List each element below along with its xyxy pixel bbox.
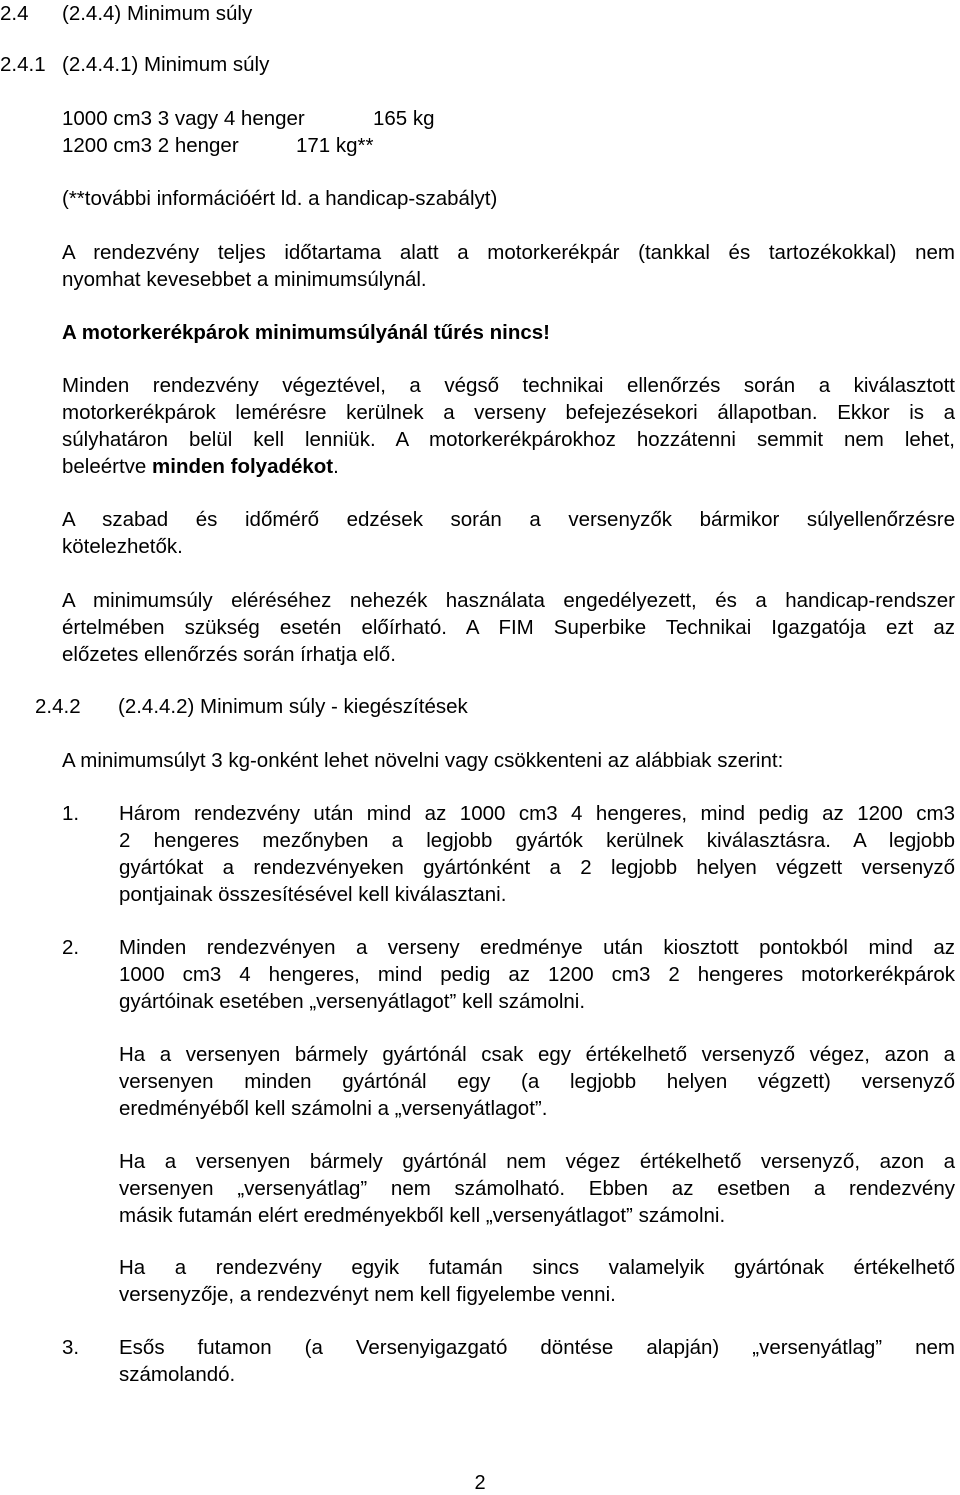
paragraph-line — [62, 457, 339, 478]
paragraph-line: kötelezhetők. — [62, 535, 183, 558]
paragraph-line: A rendezvény teljes időtartama alatt a motorkerékpár (tankkal és tartozékokkal) nem — [62, 241, 955, 264]
list-item-line: Ha a versenyen bármely gyártónál csak egy értékelhető versenyző végez, azon a — [119, 1043, 955, 1066]
list-item-line: eredményéből kell számolni a „versenyátlagot”. — [119, 1097, 548, 1120]
list-item-line: Ha a versenyen bármely gyártónál nem végez értékelhető versenyző, azon a — [119, 1150, 955, 1173]
list-item-number: 1. — [62, 802, 80, 825]
weight-value-2: 171 kg** — [296, 134, 374, 157]
footnote: (**további információért ld. a handicap-szabályt) — [62, 187, 498, 210]
paragraph-line: Minden rendezvény végeztével, a végső technikai ellenőrzés során a kiválasztott — [62, 374, 955, 397]
weight-engine-2: 1200 cm3 2 henger — [62, 134, 239, 157]
paragraph-line: motorkerékpárok lemérésre kerülnek a verseny befejezésekori állapotban. Ekkor is a — [62, 401, 955, 424]
list-item-line: pontjainak összesítésével kell kiválasztani. — [119, 883, 507, 906]
list-item-number: 3. — [62, 1336, 80, 1359]
list-item-line: Esős futamon (a Versenyigazgató döntése alapján) „versenyátlag” nem — [119, 1336, 955, 1359]
paragraph-line: értelmében szükség esetén előírható. A FIM Superbike Technikai Igazgatója ezt az — [62, 616, 955, 639]
list-item-line: 1000 cm3 4 hengeres, mind pedig az 1200 cm3 2 hengeres motorkerékpárok — [119, 963, 955, 986]
paragraph-line: előzetes ellenőrzés során írhatja elő. — [62, 643, 396, 666]
subsection-title: (2.4.4.2) Minimum súly - kiegészítések — [118, 695, 468, 718]
list-item-line: Minden rendezvényen a verseny eredménye után kiosztott pontokból mind az — [119, 936, 955, 959]
bold-notice: A motorkerékpárok minimumsúlyánál tűrés nincs! — [62, 321, 550, 344]
paragraph-line: nyomhat kevesebbet a minimumsúlynál. — [62, 268, 427, 291]
paragraph-line: A szabad és időmérő edzések során a versenyzők bármikor súlyellenőrzésre — [62, 508, 955, 531]
section-number: 2.4 — [0, 2, 29, 25]
list-item-line: másik futamán elért eredményekből kell „versenyátlagot” számolni. — [119, 1204, 726, 1227]
list-item-line: versenyen „versenyátlag” nem számolható. Ebben az esetben a rendezvény — [119, 1177, 955, 1200]
weight-engine-1: 1000 cm3 3 vagy 4 henger — [62, 107, 305, 130]
list-item-line: versenyen minden gyártónál egy (a legjobb helyen végzett) versenyző — [119, 1070, 955, 1093]
list-item-number: 2. — [62, 936, 80, 959]
list-item-line: gyártóinak esetében „versenyátlagot” kell számolni. — [119, 990, 586, 1013]
page-number: 2 — [474, 1472, 486, 1494]
list-item-line: Ha a rendezvény egyik futamán sincs valamelyik gyártónak értékelhető — [119, 1256, 955, 1279]
subsection-title: (2.4.4.1) Minimum súly — [62, 53, 270, 76]
text-segment: beleértve — [62, 455, 153, 478]
paragraph-line: A minimumsúly eléréséhez nehezék használata engedélyezett, és a handicap-rendszer — [62, 589, 955, 612]
subsection-number: 2.4.2 — [35, 695, 81, 718]
list-item-line: Három rendezvény után mind az 1000 cm3 4 hengeres, mind pedig az 1200 cm3 — [119, 802, 955, 825]
paragraph-line: súlyhatáron belül kell lenniük. A motorkerékpárokhoz hozzátenni semmit nem lehet, — [62, 428, 955, 451]
subsection-number: 2.4.1 — [0, 53, 46, 76]
list-item-line: számolandó. — [119, 1363, 236, 1386]
list-item-line: 2 hengeres mezőnyben a legjobb gyártók kerülnek kiválasztásra. A legjobb — [119, 829, 955, 852]
list-item-line: gyártókat a rendezvényeken gyártónként a 2 legjobb helyen végzett versenyző — [119, 856, 955, 879]
bold-text: minden folyadékot — [152, 455, 334, 478]
text-segment: . — [333, 455, 339, 478]
intro-text: A minimumsúlyt 3 kg-onként lehet növelni vagy csökkenteni az alábbiak szerint: — [62, 749, 784, 772]
section-title: (2.4.4) Minimum súly — [62, 2, 253, 25]
list-item-line: versenyzője, a rendezvényt nem kell figyelembe venni. — [119, 1283, 616, 1306]
weight-value-1: 165 kg — [373, 107, 435, 130]
